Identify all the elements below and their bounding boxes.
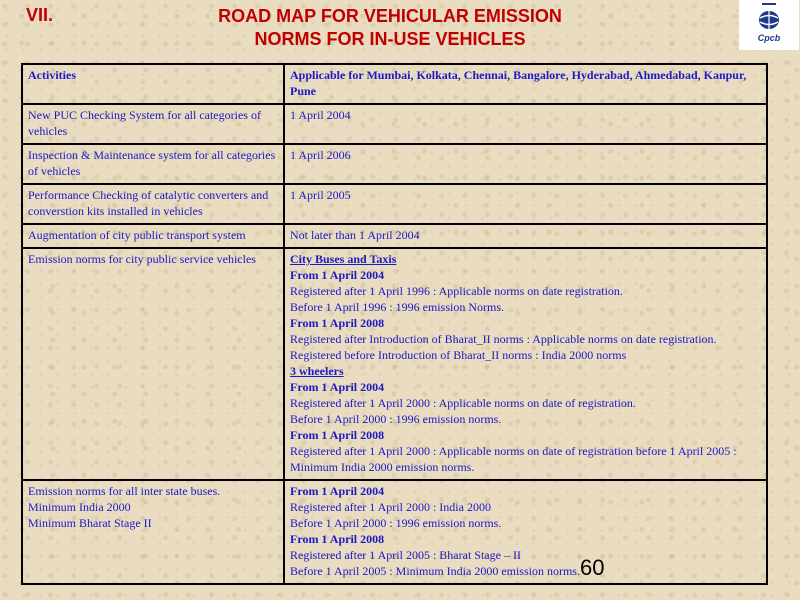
activity-cell: New PUC Checking System for all categories of vehicles [22, 104, 284, 144]
from-date: From 1 April 2008 [290, 428, 385, 442]
norm-line: Registered after 1 April 2005 : Bharat Stage – II [290, 548, 521, 562]
from-date: From 1 April 2004 [290, 268, 385, 282]
table-row [22, 224, 767, 248]
city-buses-heading: City Buses and Taxis [290, 252, 397, 266]
from-date: From 1 April 2008 [290, 532, 385, 546]
activity-cell: Augmentation of city public transport system [22, 224, 284, 248]
norm-line: Before 1 April 1996 : 1996 emission Norms. [290, 300, 504, 314]
table-row-city-vehicles [22, 248, 767, 480]
table-row-interstate-buses [22, 480, 767, 584]
cpcb-logo [739, 0, 799, 50]
norm-line: Registered after 1 April 2000 : Applicable norms on date of registration before 1 April 2005 : Minimum India 2000 emission norms. [290, 444, 737, 474]
activity-cell: Inspection & Maintenance system for all categories of vehicles [22, 144, 284, 184]
norm-line: Registered after 1 April 1996 : Applicable norms on date registration. [290, 284, 623, 298]
norm-line: Registered after 1 April 2000 : Applicable norms on date of registration. [290, 396, 636, 410]
activity-line: Minimum India 2000 [28, 500, 131, 514]
table-row [22, 184, 767, 224]
table-row [22, 104, 767, 144]
activity-cell: Performance Checking of catalytic converters and converstion kits installed in vehicles [22, 184, 284, 224]
table-row [22, 144, 767, 184]
from-date: From 1 April 2008 [290, 316, 385, 330]
activity-line: Emission norms for all inter state buses. [28, 484, 221, 498]
header-activities: Activities [22, 64, 284, 104]
title-line-1: ROAD MAP FOR VEHICULAR EMISSION [218, 6, 562, 26]
logo-text: Cpcb [757, 33, 781, 43]
globe-icon [739, 0, 799, 34]
header-applicable-cities: Applicable for Mumbai, Kolkata, Chennai, Bangalore, Hyderabad, Ahmedabad, Kanpur, Pune [284, 64, 767, 104]
activity-line: Minimum Bharat Stage II [28, 516, 152, 530]
applicable-cell: Not later than 1 April 2004 [284, 224, 767, 248]
from-date: From 1 April 2004 [290, 484, 385, 498]
activity-cell: Emission norms for city public service vehicles [22, 248, 284, 480]
applicable-cell: 1 April 2004 [284, 104, 767, 144]
table-header-row [22, 64, 767, 104]
applicable-cell [284, 248, 767, 480]
applicable-cell [284, 480, 767, 584]
page-title [150, 5, 630, 51]
norm-line: Registered before Introduction of Bharat_II norms : India 2000 norms [290, 348, 627, 362]
from-date: From 1 April 2004 [290, 380, 385, 394]
applicable-cell: 1 April 2005 [284, 184, 767, 224]
norm-line: Registered after 1 April 2000 : India 2000 [290, 500, 491, 514]
title-line-2: NORMS FOR IN-USE VEHICLES [254, 29, 526, 49]
section-number: VII. [26, 5, 54, 25]
norm-line: Before 1 April 2005 : Minimum India 2000 emission norms. [290, 564, 580, 578]
three-wheelers-heading: 3 wheelers [290, 364, 344, 378]
norm-line: Registered after Introduction of Bharat_II norms : Applicable norms on date registration. [290, 332, 717, 346]
page-number: 60 [580, 555, 605, 580]
norm-line: Before 1 April 2000 : 1996 emission norms. [290, 412, 502, 426]
road-map-table [21, 63, 768, 585]
activity-cell [22, 480, 284, 584]
norm-line: Before 1 April 2000 : 1996 emission norms. [290, 516, 502, 530]
applicable-cell: 1 April 2006 [284, 144, 767, 184]
